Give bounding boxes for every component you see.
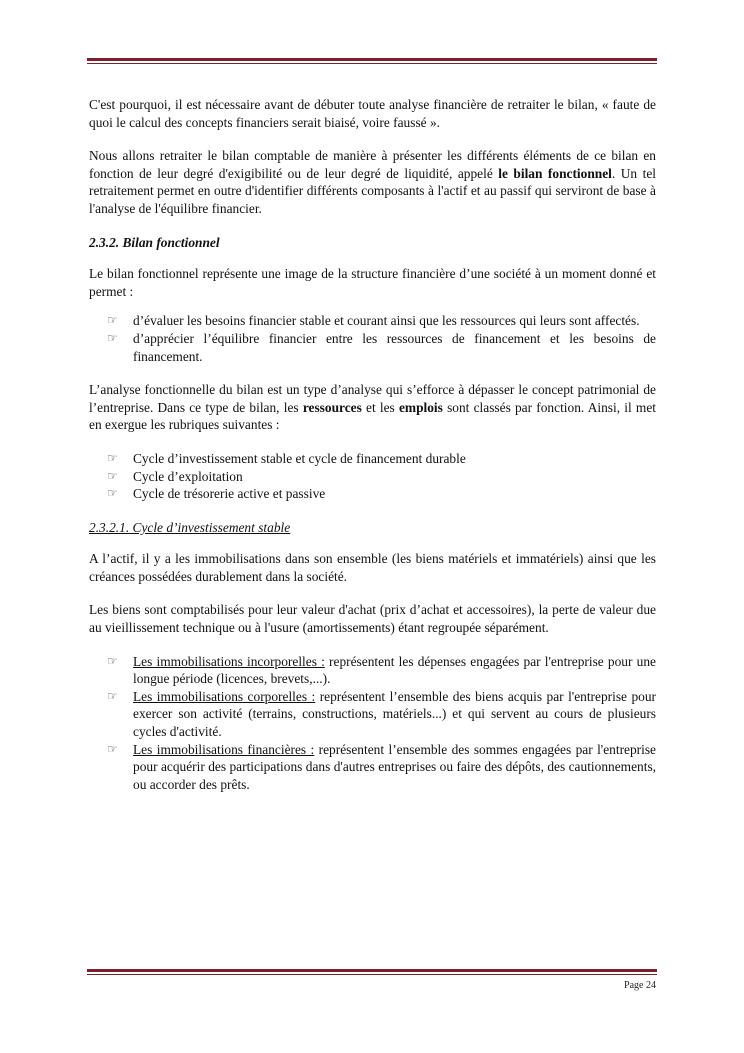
- bilan-fonctionnel-intro: Le bilan fonctionnel représente une image de la structure financière d’une société à un moment donné et permet :: [89, 266, 656, 299]
- list-item: [89, 468, 656, 486]
- biens-paragraph: Les biens sont comptabilisés pour leur valeur d'achat (prix d’achat et accessoires), la perte de valeur due au vieillissement technique ou à l'usure (amortissements) étant regroupée séparément.: [89, 602, 656, 636]
- pointing-hand-icon: ☞: [107, 330, 118, 345]
- list-item-term: Les immobilisations financières :: [133, 741, 315, 757]
- list-item-text: représentent les dépenses engagées par l'entreprise pour une longue période (licences, brevets,...).: [133, 653, 656, 687]
- intro-p2-text-b: . Un tel retraitement permet en outre d'identifier différents composants à l'actif et au passif qui serviront de base à l'analyse de l'équilibre financier.: [89, 165, 656, 216]
- list-item: [89, 653, 656, 688]
- section-heading-bilan-fonctionnel: 2.3.2. Bilan fonctionnel: [89, 234, 220, 250]
- list-item: [89, 330, 656, 365]
- analysis-text-b: et les: [361, 399, 399, 415]
- list-item: [89, 485, 656, 503]
- list-item-text: Cycle d’investissement stable et cycle de financement durable: [133, 450, 466, 466]
- list-item-term: Les immobilisations incorporelles :: [133, 653, 325, 669]
- actif-paragraph: A l’actif, il y a les immobilisations dans son ensemble (les biens matériels et immatériels) ainsi que les créances possédées durablement dans la société.: [89, 551, 656, 584]
- intro-paragraph-1: C'est pourquoi, il est nécessaire avant de débuter toute analyse financière de retraiter le bilan, « faute de quoi le calcul des concepts financiers serait biaisé, voire faussé ».: [89, 97, 656, 130]
- analysis-text-a: L’analyse fonctionnelle du bilan est un type d’analyse qui s’efforce à dépasser le concept patrimonial de l’entreprise. Dans ce type de bilan, les: [89, 382, 656, 415]
- analysis-paragraph: [89, 381, 656, 434]
- intro-p2-bold: le bilan fonctionnel: [498, 165, 612, 181]
- list-item: [89, 312, 656, 330]
- list-item: [89, 688, 656, 741]
- analysis-bold-ressources: ressources: [302, 399, 362, 415]
- cycles-list: [89, 450, 656, 503]
- pointing-hand-icon: ☞: [107, 688, 118, 703]
- intro-paragraph-2: [89, 147, 656, 217]
- list-item-text: d’évaluer les besoins financier stable et courant ainsi que les ressources qui leurs sont affectés.: [133, 313, 640, 329]
- pointing-hand-icon: ☞: [107, 486, 118, 501]
- pointing-hand-icon: ☞: [107, 741, 118, 756]
- footer-rule: [87, 969, 657, 975]
- list-item-text: Cycle de trésorerie active et passive: [133, 486, 326, 502]
- list-item-text: représentent l’ensemble des biens acquis par l'entreprise pour exercer son activité (terrains, constructions, matériels...) et qui servent au cours de plusieurs cycles d'activité.: [133, 688, 656, 740]
- analysis-text-c: sont classés par fonction. Ainsi, il met en exergue les rubriques suivantes :: [89, 399, 656, 433]
- pointing-hand-icon: ☞: [107, 468, 118, 483]
- immobilisations-list: [89, 653, 656, 794]
- list-item-text: d’apprécier l’équilibre financier entre les ressources de financement et les besoins de financement.: [133, 330, 656, 364]
- pointing-hand-icon: ☞: [107, 653, 118, 668]
- list-item-text: représentent l’ensemble des sommes engagées par l'entreprise pour acquérir des participations dans d'autres entreprises ou faire des dépôts, des cautionnements, ou accorder des prêts.: [133, 741, 656, 792]
- page-content: [89, 96, 656, 809]
- header-rule: [87, 58, 657, 64]
- list-item: [89, 450, 656, 468]
- pointing-hand-icon: ☞: [107, 450, 118, 465]
- page-number: Page 24: [624, 980, 656, 991]
- list-item-term: Les immobilisations corporelles :: [133, 688, 316, 704]
- analysis-bold-emplois: emplois: [398, 399, 443, 415]
- pointing-hand-icon: ☞: [107, 313, 118, 328]
- section-heading-cycle-investissement: 2.3.2.1. Cycle d’investissement stable: [89, 519, 291, 535]
- objectives-list: [89, 312, 656, 365]
- intro-p2-text-a: Nous allons retraiter le bilan comptable de manière à présenter les différents éléments de ce bilan en fonction de leur degré d'exigibilité ou de leur degré de liquidité, appelé: [89, 148, 656, 181]
- list-item-text: Cycle d’exploitation: [133, 468, 243, 484]
- list-item: [89, 741, 656, 794]
